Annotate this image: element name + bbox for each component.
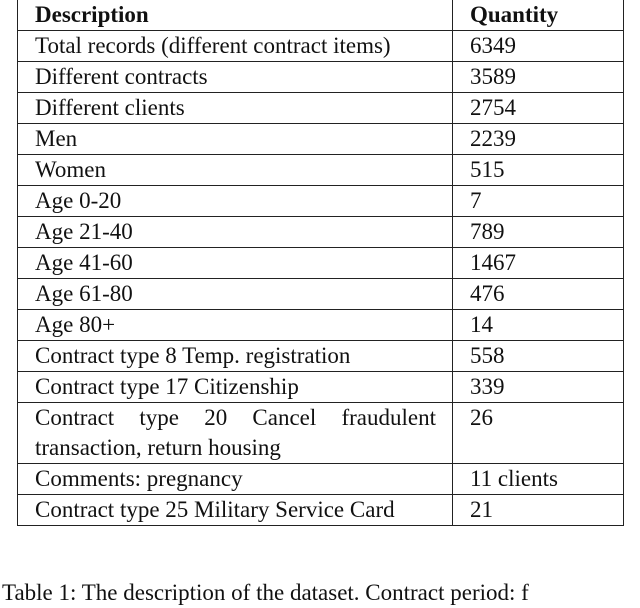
table-row <box>18 155 624 186</box>
cell-quantity: 7 <box>453 186 624 217</box>
table-row <box>18 341 624 372</box>
cell-description: Age 61-80 <box>18 279 453 310</box>
table-row <box>18 279 624 310</box>
table-row <box>18 464 624 495</box>
cell-quantity: 3589 <box>453 62 624 93</box>
cell-quantity: 6349 <box>453 31 624 62</box>
table-row <box>18 310 624 341</box>
table-row <box>18 495 624 526</box>
table-row <box>18 248 624 279</box>
cell-quantity: 11 clients <box>453 464 624 495</box>
table-row <box>18 62 624 93</box>
cell-quantity: 26 <box>453 403 624 464</box>
cell-quantity: 2239 <box>453 124 624 155</box>
column-header-description: Description <box>18 0 453 31</box>
cell-quantity: 558 <box>453 341 624 372</box>
table-row <box>18 372 624 403</box>
column-header-quantity: Quantity <box>453 0 624 31</box>
cell-quantity: 515 <box>453 155 624 186</box>
cell-description: Age 80+ <box>18 310 453 341</box>
cell-quantity: 789 <box>453 217 624 248</box>
cell-quantity: 339 <box>453 372 624 403</box>
dataset-description-table-container <box>17 0 623 526</box>
cell-description: Contract type 20 Cancel fraudulent transaction, return housing <box>18 403 453 464</box>
table-row <box>18 31 624 62</box>
table-row <box>18 124 624 155</box>
cell-quantity: 14 <box>453 310 624 341</box>
dataset-description-table <box>17 0 624 526</box>
cell-description: Comments: pregnancy <box>18 464 453 495</box>
cell-quantity: 476 <box>453 279 624 310</box>
cell-description: Total records (different contract items) <box>18 31 453 62</box>
cell-description: Contract type 17 Citizenship <box>18 372 453 403</box>
cell-quantity: 21 <box>453 495 624 526</box>
table-row <box>18 186 624 217</box>
cell-description: Women <box>18 155 453 186</box>
cell-quantity: 2754 <box>453 93 624 124</box>
cell-quantity: 1467 <box>453 248 624 279</box>
table-caption: Table 1: The description of the dataset. Contract period: f <box>2 580 529 605</box>
table-row <box>18 217 624 248</box>
cell-description: Contract type 25 Military Service Card <box>18 495 453 526</box>
cell-description: Men <box>18 124 453 155</box>
table-row <box>18 403 624 464</box>
cell-description: Different clients <box>18 93 453 124</box>
table-row <box>18 93 624 124</box>
table-header-row <box>18 0 624 31</box>
cell-description: Age 41-60 <box>18 248 453 279</box>
cell-description: Age 0-20 <box>18 186 453 217</box>
cell-description: Age 21-40 <box>18 217 453 248</box>
cell-description: Contract type 8 Temp. registration <box>18 341 453 372</box>
cell-description: Different contracts <box>18 62 453 93</box>
